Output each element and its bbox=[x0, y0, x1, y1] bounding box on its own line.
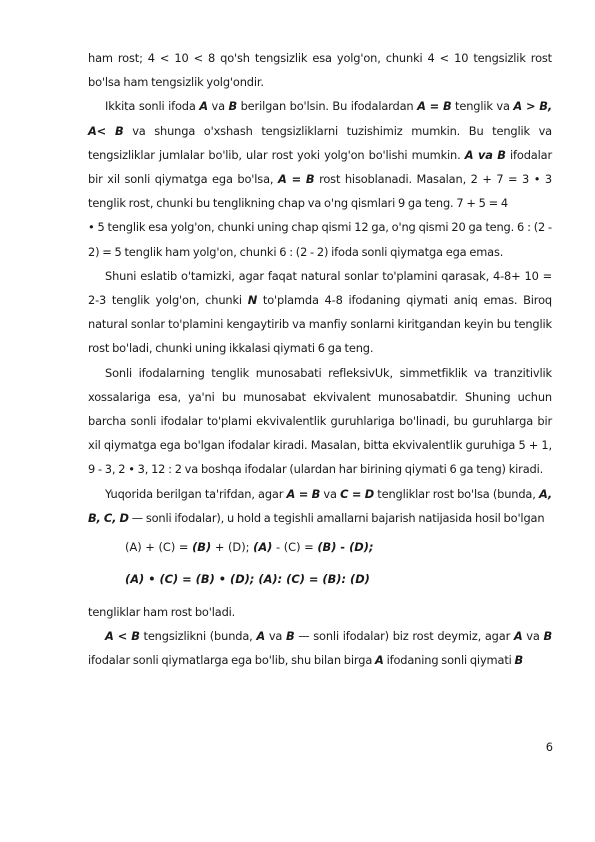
paragraph-2-continued bbox=[88, 215, 552, 263]
paragraph-3 bbox=[88, 264, 552, 361]
document-body bbox=[88, 46, 552, 673]
p6-text: tengliklar ham rost bo'ladi. bbox=[88, 605, 236, 620]
p2-text-5: va shunga o'xshash tengsizliklarni tuzishimiz mumkin. Bu tenglik va tengsizliklar jumlalar bo'lib, ular rost yoki yolg'on bo'lishi mumkin. bbox=[88, 123, 552, 162]
formula1-part-f: (B) - (D); bbox=[317, 540, 374, 555]
p7-var-b-3: B bbox=[514, 653, 524, 668]
p2-text-4: tenglik va bbox=[451, 99, 514, 114]
formula-line-1 bbox=[125, 534, 552, 560]
p2-text-1: Ikkita sonli ifoda bbox=[105, 99, 200, 114]
p7-var-a-2: A bbox=[513, 629, 523, 644]
p2-var-a: A bbox=[199, 99, 208, 114]
p2-equality: A = B bbox=[417, 99, 452, 114]
formula1-part-b: (B) bbox=[192, 540, 212, 555]
p7-text-6: ifodaning sonli qiymati bbox=[383, 653, 515, 668]
paragraph-6 bbox=[88, 600, 552, 624]
p7-text-5: ifodalar sonli qiymatlarga ega bo'lib, shu bilan birga bbox=[88, 653, 376, 668]
p2-inequalities: A > B, A< B bbox=[88, 99, 552, 138]
paragraph-1 bbox=[88, 46, 552, 94]
paragraph-1-text: ham rost; 4 < 10 < 8 qo'sh tengsizlik esa yolg'on, chunki 4 < 10 tengsizlik rost bo'lsa ham tengsizlik yolg'ondir. bbox=[88, 51, 552, 90]
paragraph-5 bbox=[88, 482, 552, 530]
formula-block bbox=[125, 534, 552, 592]
paragraph-2 bbox=[88, 94, 552, 215]
p3-var-n: N bbox=[247, 293, 258, 308]
p2-a-va-b: A va B bbox=[464, 147, 506, 162]
p2-text-8: • 5 tenglik esa yolg'on, chunki uning chap qismi 12 ga, o'ng qismi 20 ga teng. 6 : (2 - 2) = 5 tenglik ham yolg'on, chunki 6 : (2 - 2) ifoda sonli qiymatga ega emas. bbox=[88, 220, 552, 259]
p2-text-3: berilgan bo'lsin. Bu ifodalardan bbox=[237, 99, 418, 114]
p7-inequality: A < B bbox=[105, 629, 140, 644]
p7-var-b: B bbox=[285, 629, 295, 644]
formula1-part-c: + (D); bbox=[211, 540, 254, 555]
paragraph-7 bbox=[88, 624, 552, 672]
formula-line-2: (A) • (C) = (B) • (D); (A): (C) = (B): (D) bbox=[125, 572, 370, 587]
p3-text-2: to'plamda 4-8 ifodaning qiymati aniq emas. Biroq natural sonlar to'plamini kengaytirib va manfiy sonlarni kiritgandan keyin bu tenglik rost bo'ladi, chunki uning ikkalasi qiymati 6 ga teng. bbox=[88, 293, 552, 356]
p5-text-1: Yuqorida berilgan ta'rifdan, agar bbox=[105, 486, 287, 501]
p2-text-7: rost hisoblanadi. Masalan, 2 + 7 = 3 • 3 tenglik rost, chunki bu tenglikning chap va o'ng qismlari 9 ga teng. 7 + 5 = 4 bbox=[88, 172, 552, 211]
p2-text-6: ifodalar bir xil sonli qiymatga ega bo'lsa, bbox=[88, 147, 552, 187]
p2-var-b: B bbox=[228, 99, 238, 114]
p2-text-2: va bbox=[207, 99, 229, 114]
page-number: 6 bbox=[545, 740, 553, 754]
p5-text-2: va bbox=[320, 486, 341, 501]
p7-text-3: — sonli ifodalar) biz rost deymiz, agar bbox=[294, 629, 514, 644]
p5-equality-cd: C = D bbox=[340, 486, 375, 501]
p2-equality-2: A = B bbox=[277, 172, 315, 187]
p7-var-a: A bbox=[256, 629, 266, 644]
p7-var-a-3: A bbox=[375, 653, 384, 668]
p7-text-1: tengsizlikni (bunda, bbox=[139, 629, 257, 644]
paragraph-4 bbox=[88, 361, 552, 482]
p7-text-4: va bbox=[522, 629, 544, 644]
p5-equality-ab: A = B bbox=[286, 486, 321, 501]
p5-text-3: tengliklar rost bo'lsa (bunda, bbox=[374, 486, 539, 501]
p7-var-b-2: B bbox=[543, 629, 552, 644]
p5-text-4: — sonli ifodalar), u hold a tegishli amallarni bajarish natijasida hosil bo'lgan bbox=[128, 510, 545, 525]
formula1-part-d: (A) bbox=[253, 540, 273, 555]
formula1-part-a: (A) + (C) = bbox=[125, 540, 193, 555]
p3-text-1: Shuni eslatib o'tamizki, agar faqat natural sonlar to'plamini qarasak, 4-8+ 10 = 2-3 tenglik yolg'on, chunki bbox=[88, 268, 552, 308]
p5-vars-abcd: A, B, C, D bbox=[88, 486, 552, 525]
formula1-part-e: - (C) = bbox=[272, 540, 318, 555]
p4-text: Sonli ifodalarning tenglik munosabati refleksivUk, simmetfiklik va tranzitivlik xossalariga esa, ya'ni bu munosabat ekvivalent munosabatdir. Shuning uchun barcha sonli ifodalar to'plami ekvivalentlik guruhlariga bo'linadi, bu guruhlarga bir xil qiymatga ega bo'lgan ifodalar kiradi. Masalan, bitta ekvivalentlik guruhiga 5 + 1, 9 - 3, 2 • 3, 12 : 2 va boshqa ifodalar (ulardan har birining qiymati 6 ga teng) kiradi. bbox=[88, 365, 552, 477]
p7-text-2: va bbox=[265, 629, 286, 644]
